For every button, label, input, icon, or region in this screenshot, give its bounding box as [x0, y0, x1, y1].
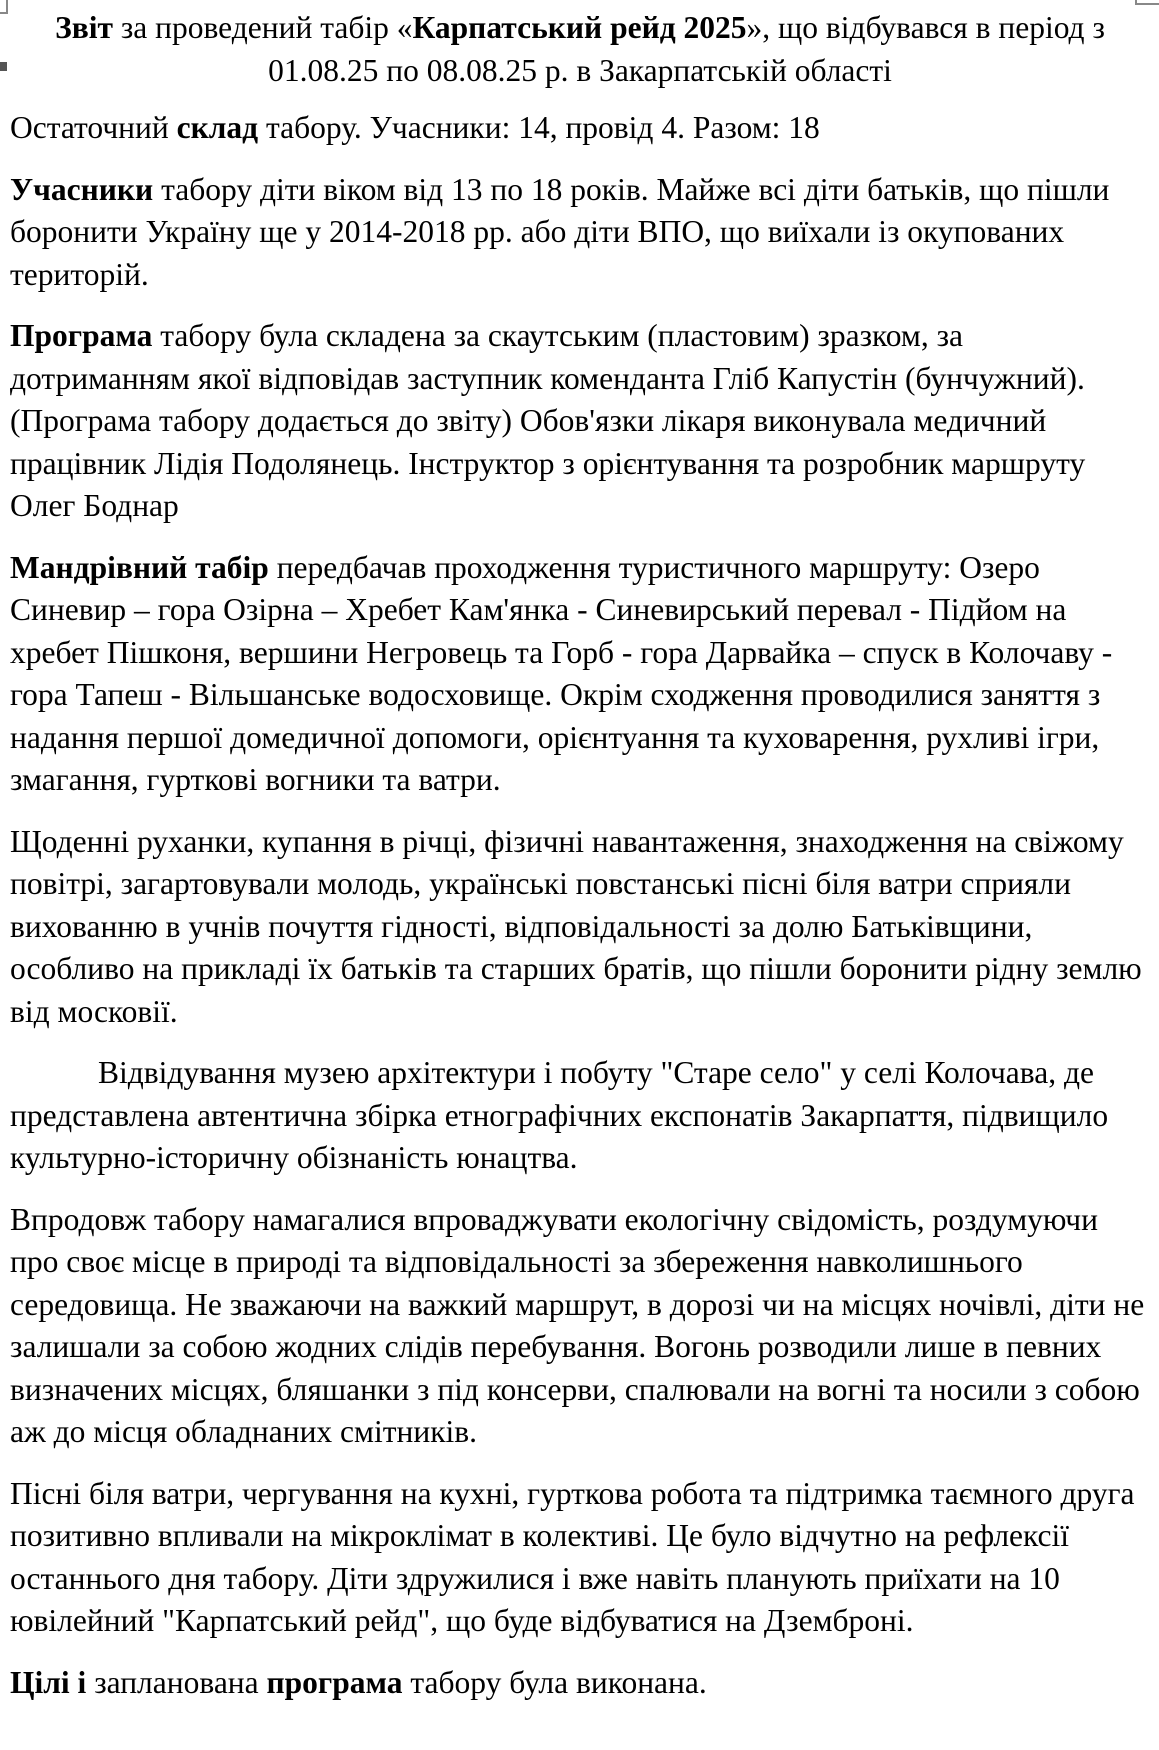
paragraph [10, 1199, 1150, 1454]
text-run: 01.08.25 по 08.08.25 р. в Закарпатській області [268, 52, 892, 88]
document-body [10, 107, 1150, 1704]
text-run: табору була складена за скаутським (пластовим) зразком, за дотриманням якої відповідав заступник коменданта Гліб Капустін (бунчужний). (Програма табору додається до звіту) Обов'язки лікаря виконувала медичний працівник Лідія Подолянець. Інструктор з орієнтування та розробник маршруту Олег Боднар [10, 318, 1086, 523]
bold-text-run: програма [266, 1664, 403, 1700]
bold-text-run: Цілі і [10, 1664, 87, 1700]
text-run: Щоденні руханки, купання в річці, фізичні навантаження, знаходження на свіжому повітрі, загартовували молодь, українські повстанські пісні біля ватри сприяли вихованню в учнів почуття гідності, відповідальності за долю Батьківщини, особливо на прикладі їх батьків та старших братів, що пішли боронити рідну землю від московії. [10, 823, 1142, 1029]
text-run: Впродовж табору намагалися впроваджувати екологічну свідомість, роздумуючи про своє місце в природі та відповідальності за збереження навколишнього середовища. Не зважаючи на важкий маршрут, в дорозі чи на місцях ночівлі, діти не залишали за собою жодних слідів перебування. Вогонь розводили лише в певних визначених місцях, бляшанки з під консерви, спалювали на вогні та носили з собою аж до місця обладнаних смітників. [10, 1201, 1145, 1449]
paragraph [10, 821, 1150, 1034]
bold-text-run: Карпатський рейд 2025 [412, 10, 747, 45]
document-title [10, 7, 1150, 92]
text-run: табору була виконана. [402, 1664, 707, 1700]
bold-text-run: Звіт [55, 10, 113, 45]
paragraph [10, 169, 1150, 297]
crop-artifact-top-left [0, 0, 8, 14]
text-run: Пісні біля ватри, чергування на кухні, гурткова робота та підтримка таємного друга позитивно впливали на мікроклімат в колективі. Це було відчутно на рефлексії останнього дня табору. Діти здружилися і вже навіть планують приїхати на 10 ювілейний "Карпатський рейд", що буде відбуватися на Дземброні. [10, 1475, 1135, 1638]
bold-text-run: Мандрівний табір [10, 549, 269, 585]
text-run: Остаточний [10, 110, 177, 145]
bold-text-run: склад [176, 110, 259, 145]
paragraph [10, 1662, 1150, 1705]
bold-text-run: Учасники [10, 171, 154, 207]
paragraph [10, 1473, 1150, 1643]
paragraph [10, 547, 1150, 802]
text-run: табору діти віком від 13 по 18 років. Майже всі діти батьків, що пішли боронити Україну ще у 2014-2018 рр. або діти ВПО, що виїхали із окупованих територій. [10, 171, 1110, 292]
text-run: Відвідування музею архітектури і побуту "Старе село" у селі Колочава, де представлена автентична збірка етнографічних експонатів Закарпаття, підвищило культурно-історичну обізнаність юнацтва. [10, 1055, 1109, 1175]
text-run: передбачав проходження туристичного маршруту: Озеро Синевир – гора Озірна – Хребет Кам'янка - Синевирський перевал - Підйом на хребет Пішконя, вершини Негровець та Горб - гора Дарвайка – спуск в Колочаву - гора Тапеш - Вільшанське водосховище. Окрім сходження проводилися заняття з надання першої домедичної допомоги, орієнтуання та куховарення, рухливі ігри, змагання, гурткові вогники та ватри. [10, 549, 1113, 797]
text-run: табору. Учасники: 14, провід 4. Разом: 18 [258, 110, 820, 145]
paragraph [10, 315, 1150, 528]
text-run: », що відбувався в період з [746, 10, 1105, 45]
crop-artifact-left-edge [0, 62, 7, 71]
bold-text-run: Програма [10, 318, 153, 353]
text-run: запланована [86, 1664, 267, 1700]
paragraph [10, 107, 1150, 150]
paragraph [10, 1052, 1150, 1180]
text-run: за проведений табір « [112, 10, 413, 45]
crop-artifact-top-right [1135, 0, 1159, 5]
